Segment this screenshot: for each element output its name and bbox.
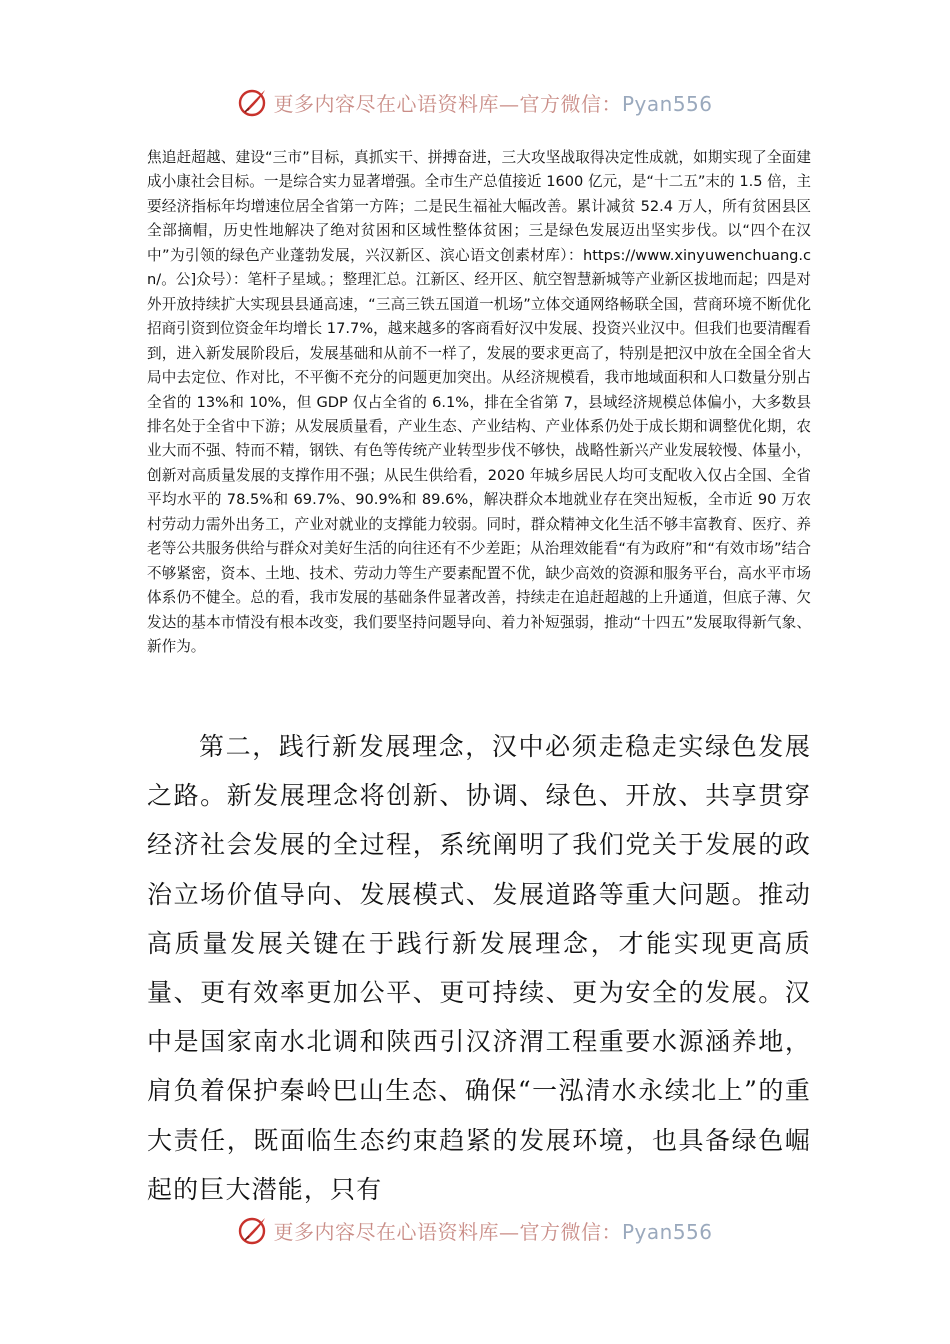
header-banner-main: 更多内容尽在心语资料库—官方微信： [273, 91, 622, 116]
footer-banner [0, 1212, 950, 1248]
footer-banner-main: 更多内容尽在心语资料库—官方微信： [273, 1219, 622, 1244]
quill-pen-logo-icon [237, 86, 269, 118]
quill-pen-logo-icon [237, 1214, 269, 1246]
header-banner [0, 84, 950, 120]
footer-banner-text [273, 1216, 712, 1245]
header-banner-text [273, 88, 712, 117]
body-paragraph-large: 第二，践行新发展理念，汉中必须走稳走实绿色发展之路。新发展理念将创新、协调、绿色、开放、共享贯穿经济社会发展的全过程，系统阐明了我们党关于发展的政治立场价值导向、发展模式、发展道路等重大问题。推动高质量发展关键在于践行新发展理念，才能实现更高质量、更有效率更加公平、更可持续、更为安全的发展。汉中是国家南水北调和陕西引汉济渭工程重要水源涵养地，肩负着保护秦岭巴山生态、确保“一泓清水永续北上”的重大责任，既面临生态约束趋紧的发展环境，也具备绿色崛起的巨大潜能，只有 [147, 732, 811, 1204]
header-banner-wechat: Pyan556 [621, 91, 713, 116]
footer-banner-wechat: Pyan556 [621, 1219, 713, 1244]
body-paragraph-small: 焦追赶超越、建设“三市”目标，真抓实干、拼搏奋进，三大攻坚战取得决定性成就，如期实现了全面建成小康社会目标。一是综合实力显著增强。全市生产总值接近 1600 亿元，是“十二五”末的 1.5 倍，主要经济指标年均增速位居全省第一方阵；二是民生福祉大幅改善。累计减贫 52.4 万人，所有贫困县区全部摘帽，历史性地解决了绝对贫困和区域性整体贫困；三是绿色发展迈出坚实步伐。以“四个在汉中”为引领的绿色产业蓬勃发展，兴汉新区、滨心语文创素材库）：https://www.xinyuwenchuang.cn/。公]众号）：笔杆子星域。；整理汇总。江新区、经开区、航空智慧新城等产业新区拔地而起；四是对外开放持续扩大实现县县通高速，“三高三铁五国道一机场”立体交通网络畅联全国，营商环境不断优化招商引资到位资金年均增长 17.7%，越来越多的客商看好汉中发展、投资兴业汉中。但我们也要清醒看到，进入新发展阶段后，发展基础和从前不一样了，发展的要求更高了，特别是把汉中放在全国全省大局中去定位、作对比，不平衡不充分的问题更加突出。从经济规模看，我市地域面积和人口数量分别占全省的 13%和 10%，但 GDP 仅占全省的 6.1%，排在全省第 7，县域经济规模总体偏小，大多数县排名处于全省中下游；从发展质量看，产业生态、产业结构、产业体系仍处于成长期和调整优化期，农业大而不强、特而不精，钢铁、有色等传统产业转型步伐不够快，战略性新兴产业发展较慢、体量小，创新对高质量发展的支撑作用不强；从民生供给看，2020 年城乡居民人均可支配收入仅占全国、全省平均水平的 78.5%和 69.7%、90.9%和 89.6%，解决群众本地就业存在突出短板，全市近 90 万农村劳动力需外出务工，产业对就业的支撑能力较弱。同时，群众精神文化生活不够丰富教育、医疗、养老等公共服务供给与群众对美好生活的向往还有不少差距；从治理效能看“有为政府”和“有效市场”结合不够紧密，资本、土地、技术、劳动力等生产要素配置不优，缺少高效的资源和服务平台，高水平市场体系仍不健全。总的看，我市发展的基础条件显著改善，持续走在追赶超越的上升通道，但底子薄、欠发达的基本市情没有根本改变，我们要坚持问题导向、着力补短强弱，推动“十四五”发展取得新气象、新作为。 [147, 149, 811, 656]
